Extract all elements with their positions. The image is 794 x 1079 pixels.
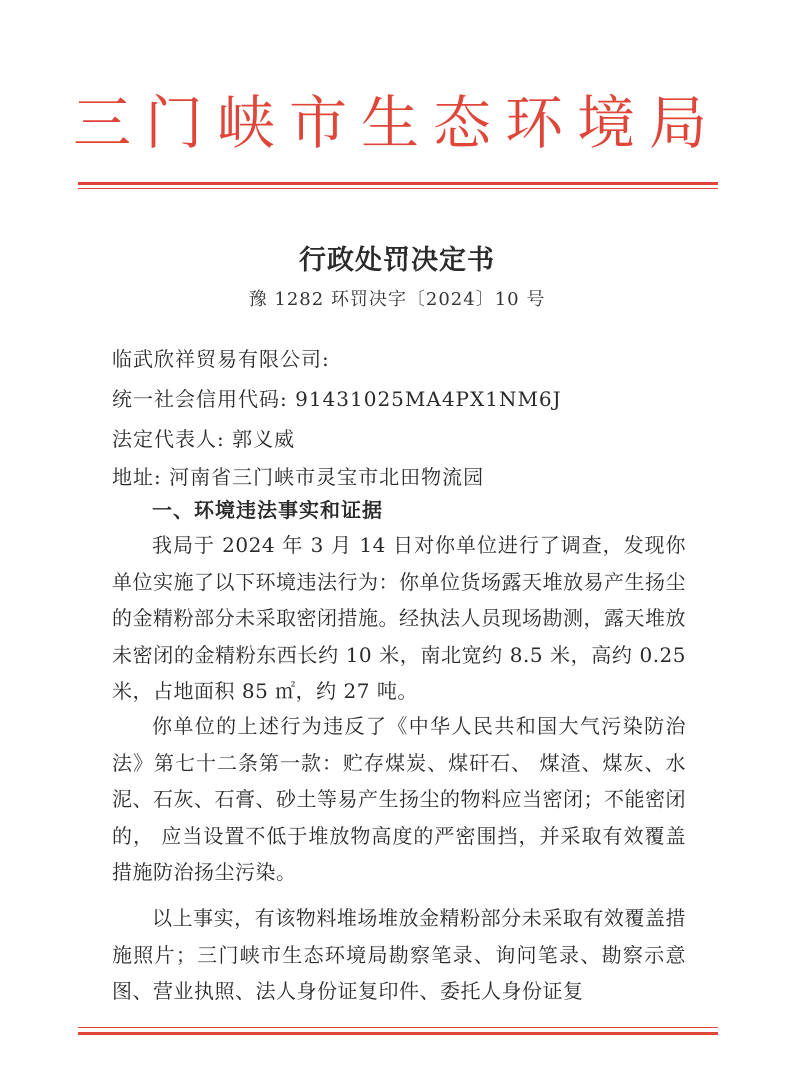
footer-rule-thin [78,1027,718,1028]
section-heading-violation-facts: 一、环境违法事实和证据 [152,498,383,522]
header-rule-thin [78,188,718,189]
footer-rule-thick [78,1032,718,1035]
header-rule-thick [78,182,718,185]
paragraph-investigation-findings: 我局于 2024 年 3 月 14 日对你单位进行了调查，发现你单位实施了以下环境违法行为：你单位货场露天堆放易产生扬尘的金精粉部分未采取密闭措施。经执法人员现场勘测，露天堆放未密闭的金精粉东西长约 10 米，南北宽约 8.5 米，高约 0.25 米，占地面积 85 ㎡，约 27 吨。 [112,533,686,704]
paragraph-evidence: 以上事实，有该物料堆场堆放金精粉部分未采取有效覆盖措施照片；三门峡市生态环境局勘察笔录、询问笔录、勘察示意图、营业执照、法人身份证复印件、委托人身份证复 [112,906,686,1004]
document-number: 豫 1282 环罚决字〔2024〕10 号 [248,289,546,310]
paragraph-legal-violation: 你单位的上述行为违反了《中华人民共和国大气污染防治法》第七十二条第一款：贮存煤炭、煤矸石、 煤渣、煤灰、水泥、石灰、石膏、砂土等易产生扬尘的物料应当密闭；不能密闭的， 应当设置不低于堆放物高度的严密围挡，并采取有效覆盖措施防治扬尘污染。 [112,714,686,885]
party-name: 临武欣祥贸易有限公司: [112,347,330,371]
party-credit-code: 统一社会信用代码: 91431025MA4PX1NM6J [112,387,562,411]
party-legal-representative: 法定代表人: 郭义威 [112,427,296,451]
document-title: 行政处罚决定书 [299,245,495,276]
issuing-authority-title: 三门峡市生态环境局 [72,89,721,157]
party-address: 地址: 河南省三门峡市灵宝市北田物流园 [112,465,485,489]
